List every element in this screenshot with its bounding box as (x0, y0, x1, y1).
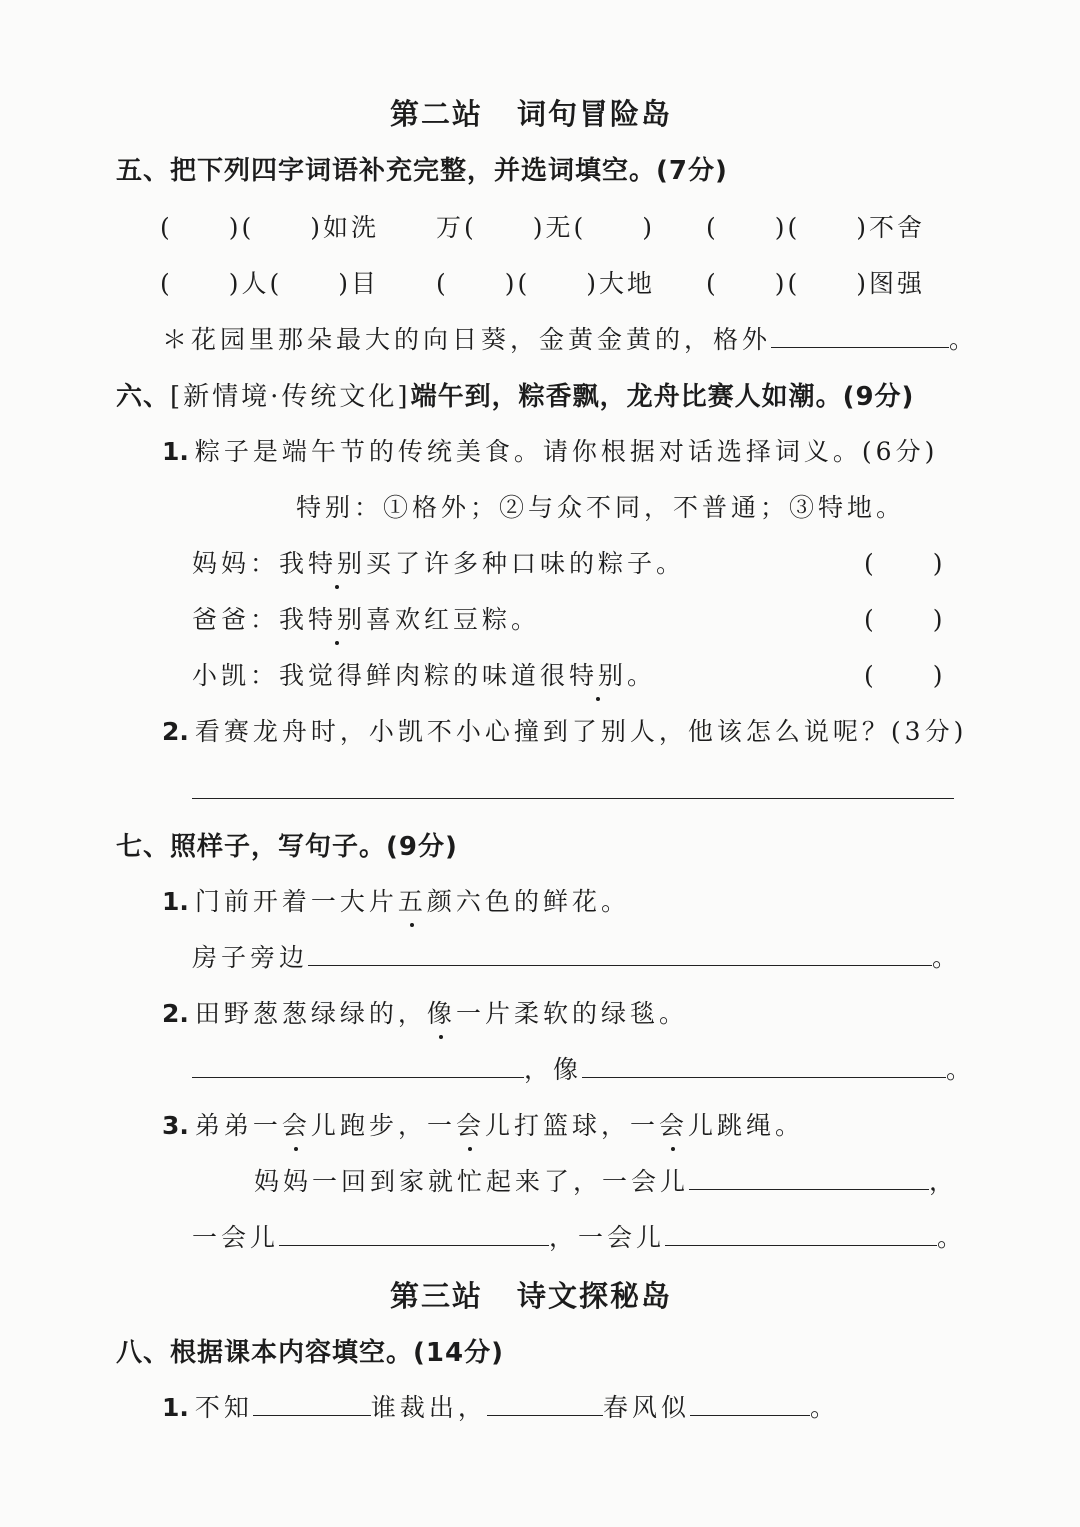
q7-s3-answer-line2 (192, 1218, 966, 1254)
q6-item1-number: 1. (162, 437, 189, 466)
q7-s1-number: 1. (162, 887, 189, 916)
q7-s3-part-0: 弟弟 (194, 1111, 253, 1140)
q6-item2-text: 看赛龙舟时，小凯不小心撞到了别人，他该怎么说呢？(3分) (194, 717, 968, 746)
q8-heading: 八、根据课本内容填空。(14分) (116, 1338, 504, 1368)
q8-item1-a: 不知 (194, 1393, 253, 1422)
q7-s3-dotted-3: 一会儿 (630, 1106, 717, 1142)
q7-s2-end: 。 (946, 1055, 976, 1084)
q6-item1 (162, 432, 938, 468)
q6-item1-text: 粽子是端午节的传统美食。请你根据对话选择词义。(6分) (194, 437, 939, 466)
q7-s3-part-6: 跳绳。 (717, 1111, 805, 1140)
q6-dialog-1-after: 买了许多种口味的粽子。 (366, 549, 686, 578)
q7-s1-answer (192, 938, 961, 974)
q8-item1-blank-2[interactable] (487, 1389, 603, 1416)
q6-item2-answer-line[interactable] (192, 798, 954, 799)
q7-s3-blank-3[interactable] (665, 1219, 937, 1246)
q5-idiom-5[interactable]: ( )( )大地 (436, 269, 656, 298)
q7-s3-end: 。 (937, 1223, 967, 1252)
q8-item1 (162, 1388, 839, 1424)
q5-idiom-2[interactable]: 万( )无( ) (436, 213, 656, 242)
q5-idiom-3[interactable]: ( )( )不舍 (706, 213, 926, 242)
q7-s2-before: 田野葱葱绿绿的， (194, 999, 427, 1028)
q7-s3-part-2: 跑步， (339, 1111, 427, 1140)
q7-s1-end: 。 (932, 943, 962, 972)
q6-heading (116, 376, 914, 413)
q8-item1-end: 。 (809, 1393, 839, 1422)
station2-name: 词句冒险岛 (517, 97, 673, 131)
station3-name: 诗文探秘岛 (517, 1279, 673, 1313)
q7-s3-number: 3. (162, 1111, 189, 1140)
q7-s2-blank-1[interactable] (192, 1051, 524, 1078)
q6-definition: 特别：①格外；②与众不同，不普通；③特地。 (296, 493, 906, 522)
q7-s2-answer (192, 1050, 975, 1086)
q7-s3-comma: ， (929, 1167, 959, 1196)
q7-sample-1 (162, 882, 630, 918)
station3-title (390, 1274, 672, 1315)
q6-dialog-1-before: 妈妈：我 (192, 549, 309, 578)
q7-sample-3 (162, 1106, 804, 1142)
q6-dialog-2-after: 喜欢红豆粽。 (366, 605, 541, 634)
q6-dialog-1-answer[interactable]: ( ) (864, 549, 946, 578)
q6-dialog-2-dotted: 特别 (308, 600, 366, 636)
q7-s2-mid: ，像 (524, 1055, 583, 1084)
station3-label: 第三站 (390, 1279, 484, 1313)
q6-tag: [新情境·传统文化] (170, 382, 411, 412)
q5-fill-blank[interactable] (771, 321, 949, 348)
q7-sample-2 (162, 994, 688, 1030)
q5-idiom-6[interactable]: ( )( )图强 (706, 269, 926, 298)
q7-s3-dotted-1: 一会儿 (253, 1106, 340, 1142)
q6-heading-text: 端午到，粽香飘，龙舟比赛人如潮。(9分) (410, 382, 915, 412)
q7-s3-line2-b: ，一会儿 (549, 1223, 666, 1252)
q8-item1-blank-1[interactable] (253, 1389, 371, 1416)
q7-heading: 七、照样子，写句子。(9分) (116, 832, 458, 862)
q8-item1-c: 春风似 (602, 1393, 690, 1422)
q6-dialog-3-before: 小凯：我觉得鲜肉粽的味道很 (192, 661, 570, 690)
q6-number: 六、 (116, 382, 171, 412)
station2-label: 第二站 (390, 97, 484, 131)
q7-s3-blank-1[interactable] (689, 1163, 929, 1190)
q6-dialog-3-after: 。 (627, 661, 657, 690)
station2-title (390, 92, 672, 133)
q8-item1-blank-3[interactable] (690, 1389, 810, 1416)
q5-idiom-1[interactable]: ( )( )如洗 (160, 213, 380, 242)
q7-s3-part-4: 打篮球， (513, 1111, 630, 1140)
q6-item2 (162, 712, 967, 748)
q6-dialog-2-answer[interactable]: ( ) (864, 605, 946, 634)
q8-item1-b: 谁裁出， (370, 1393, 487, 1422)
q7-s2-blank-2[interactable] (582, 1051, 946, 1078)
q6-dialog-3 (192, 656, 656, 692)
q6-dialog-1 (192, 544, 685, 580)
q6-item2-number: 2. (162, 717, 189, 746)
q7-s3-line1-text: 妈妈一回到家就忙起来了，一会儿 (254, 1167, 690, 1196)
q8-item1-number: 1. (162, 1393, 189, 1422)
q6-dialog-1-dotted: 特别 (308, 544, 366, 580)
q7-s2-after: 一片柔软的绿毯。 (455, 999, 688, 1028)
q6-dialog-2-before: 爸爸：我 (192, 605, 309, 634)
q7-s1-dotted: 一大片五颜六色 (311, 882, 514, 918)
q7-s3-blank-2[interactable] (279, 1219, 549, 1246)
q7-s2-number: 2. (162, 999, 189, 1028)
q6-dialog-3-answer[interactable]: ( ) (864, 661, 946, 690)
q7-s1-blank[interactable] (308, 939, 932, 966)
q6-dialog-2 (192, 600, 540, 636)
q7-s1-before: 门前开着 (194, 887, 311, 916)
q5-idiom-4[interactable]: ( )人( )目 (160, 269, 380, 298)
q5-fill-sentence (162, 320, 978, 356)
q7-s1-after: 的鲜花。 (513, 887, 630, 916)
q7-s2-dotted: 像 (427, 994, 456, 1030)
q5-fill-prefix: ＊花园里那朵最大的向日葵，金黄金黄的，格外 (162, 325, 772, 354)
q7-s3-dotted-2: 一会儿 (427, 1106, 514, 1142)
q5-fill-suffix: 。 (949, 325, 979, 354)
q5-heading: 五、把下列四字词语补充完整，并选词填空。(7分) (116, 156, 728, 186)
q7-s1-prompt: 房子旁边 (192, 943, 309, 972)
q6-dialog-3-dotted: 特别 (569, 656, 627, 692)
q7-s3-answer-line1 (254, 1162, 958, 1198)
q7-s3-line2-a: 一会儿 (192, 1223, 280, 1252)
